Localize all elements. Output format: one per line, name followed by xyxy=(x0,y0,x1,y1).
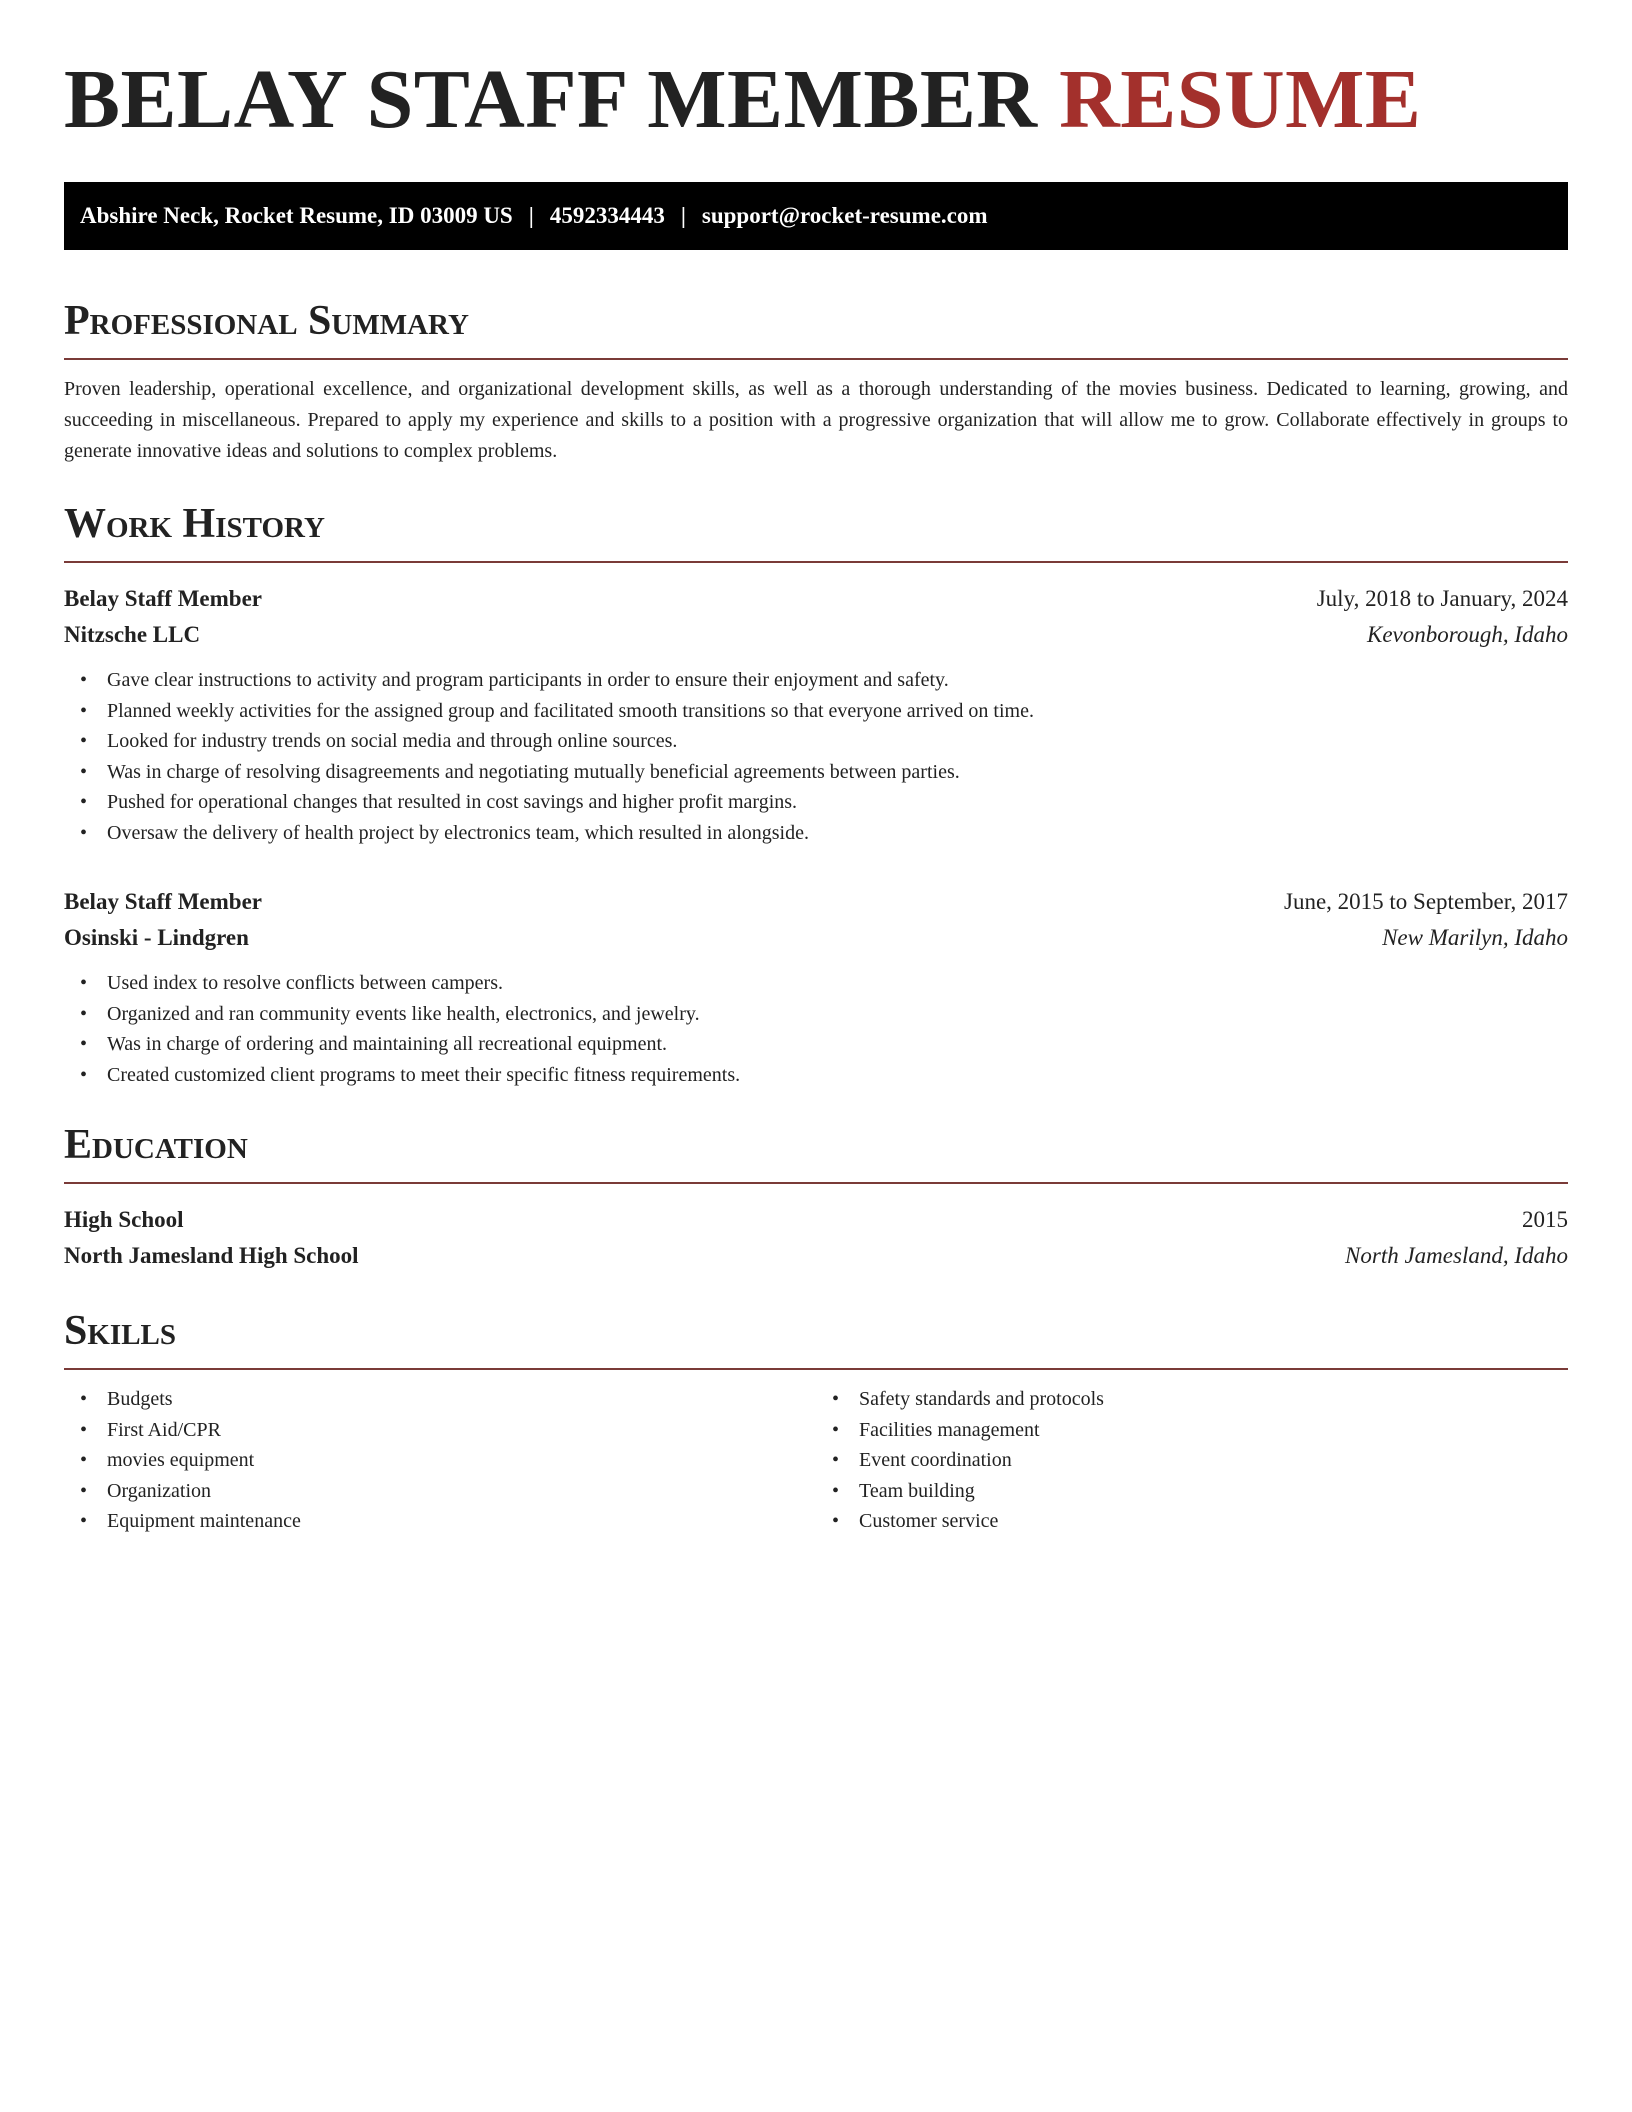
job-duties-list xyxy=(64,665,1568,848)
job-company-row xyxy=(64,920,1568,956)
list-item: • Pushed for operational changes that resulted in cost savings and higher profit margins. xyxy=(64,787,1568,818)
list-item: • Used index to resolve conflicts between campers. xyxy=(64,968,1568,999)
skill-item: • Event coordination xyxy=(816,1445,1568,1476)
section-divider xyxy=(64,1182,1568,1184)
contact-address: Abshire Neck, Rocket Resume, ID 03009 US xyxy=(80,203,513,228)
skill-item: • Customer service xyxy=(816,1506,1568,1537)
resume-title xyxy=(64,0,1568,146)
skill-item: • Safety standards and protocols xyxy=(816,1384,1568,1415)
skills-columns xyxy=(64,1384,1568,1537)
section-divider xyxy=(64,1368,1568,1370)
education-degree: High School xyxy=(64,1207,184,1232)
skills-heading: Skills xyxy=(64,1308,177,1354)
education-year: 2015 xyxy=(1522,1207,1568,1232)
contact-email: support@rocket-resume.com xyxy=(701,203,988,228)
job-entry xyxy=(64,581,1568,848)
job-dates: June, 2015 to September, 2017 xyxy=(1284,889,1568,914)
title-accent: RESUME xyxy=(1059,53,1422,146)
skill-item: • Equipment maintenance xyxy=(64,1506,816,1537)
job-header-row xyxy=(64,581,1568,617)
education-entry xyxy=(64,1202,1568,1274)
skill-item: • Team building xyxy=(816,1476,1568,1507)
skill-item: • Facilities management xyxy=(816,1415,1568,1446)
list-item: • Was in charge of ordering and maintaining all recreational equipment. xyxy=(64,1029,1568,1060)
education-location: North Jamesland, Idaho xyxy=(1345,1243,1568,1268)
job-title: Belay Staff Member xyxy=(64,586,262,611)
summary-heading: Professional Summary xyxy=(64,298,469,344)
job-title: Belay Staff Member xyxy=(64,889,262,914)
skill-item: • Budgets xyxy=(64,1384,816,1415)
list-item: • Was in charge of resolving disagreements and negotiating mutually beneficial agreements between parties. xyxy=(64,757,1568,788)
section-divider xyxy=(64,358,1568,360)
job-duties-list xyxy=(64,968,1568,1090)
list-item: • Created customized client programs to meet their specific fitness requirements. xyxy=(64,1060,1568,1091)
contact-separator: | xyxy=(528,203,534,228)
skill-item: • First Aid/CPR xyxy=(64,1415,816,1446)
education-heading: Education xyxy=(64,1122,248,1168)
education-degree-row xyxy=(64,1202,1568,1238)
title-main: BELAY STAFF MEMBER xyxy=(64,53,1038,146)
list-item: • Looked for industry trends on social media and through online sources. xyxy=(64,726,1568,757)
list-item: • Organized and ran community events like health, electronics, and jewelry. xyxy=(64,999,1568,1030)
summary-text: Proven leadership, operational excellence, and organizational development skills, as well as a thorough understanding of the movies business. Dedicated to learning, growing, and succeeding in miscellaneous. Prepared to apply my experience and skills to a position with a progressive organization that will allow me to grow. Collaborate effectively in groups to generate innovative ideas and solutions to complex problems. xyxy=(64,378,1568,462)
job-dates: July, 2018 to January, 2024 xyxy=(1316,586,1568,611)
job-header-row xyxy=(64,884,1568,920)
list-item: • Oversaw the delivery of health project by electronics team, which resulted in alongside. xyxy=(64,818,1568,849)
job-entry xyxy=(64,884,1568,1090)
work-history-heading: Work History xyxy=(64,501,325,547)
skill-item: • movies equipment xyxy=(64,1445,816,1476)
contact-phone: 4592334443 xyxy=(549,203,665,228)
list-item: • Planned weekly activities for the assigned group and facilitated smooth transitions so that everyone arrived on time. xyxy=(64,696,1568,727)
contact-separator: | xyxy=(680,203,686,228)
skills-list-left xyxy=(64,1384,816,1537)
section-divider xyxy=(64,561,1568,563)
education-school-row xyxy=(64,1238,1568,1274)
skill-item: • Organization xyxy=(64,1476,816,1507)
list-item: • Gave clear instructions to activity and program participants in order to ensure their enjoyment and safety. xyxy=(64,665,1568,696)
contact-bar xyxy=(64,182,1568,250)
job-company: Nitzsche LLC xyxy=(64,622,201,647)
job-company-row xyxy=(64,617,1568,653)
education-school: North Jamesland High School xyxy=(64,1243,359,1268)
job-location: Kevonborough, Idaho xyxy=(1366,622,1568,647)
job-company: Osinski - Lindgren xyxy=(64,925,249,950)
skills-list-right xyxy=(816,1384,1568,1537)
job-location: New Marilyn, Idaho xyxy=(1382,925,1568,950)
